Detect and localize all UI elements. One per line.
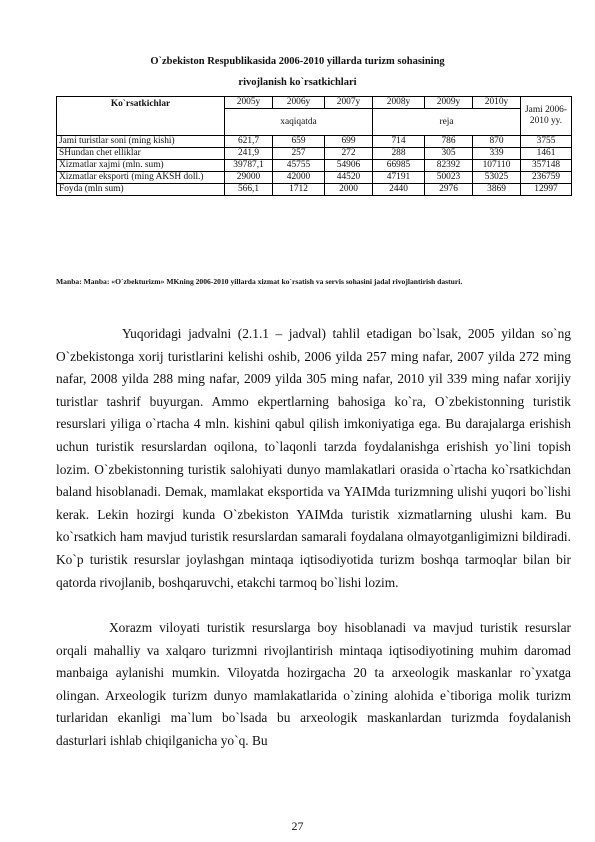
table-row — [57, 160, 572, 172]
year-header: 2008y — [373, 97, 425, 109]
table-cell: 272 — [325, 148, 373, 160]
body-paragraph: Yuqoridagi jadvalni (2.1.1 – jadval) tahlil etadigan bo`lsak, 2005 yildan so`ng O`zbekistonga xorij turistlarini kelishi oshib, 2006 yilda 257 ming nafar, 2007 yilda 272 ming nafar, 2008 yilda 288 ming nafar, 2009 yilda 305 ming nafar, 2010 yil 339 ming nafar xorijiy turistlar tashrif buyurgan. Ammo ekpertlarning bahosiga ko`ra, O`zbekistonning turistik resurslari yiliga o`rtacha 4 mln. kishini qabul qilish imkoniyatiga ega. Bu darajalarga erishish uchun turistik resurslardan oqilona, to`laqonli tarzda foydalanishga erishish yo`lini topish lozim. O`zbekistonning turistik salohiyati dunyo mamlakatlari orasida o`rtacha ko`rsatkichdan baland hisoblanadi. Demak, mamlakat eksportida va YAIMda turizmning ulishi yuqori bo`lishi kerak. Lekin hozirgi kunda O`zbekiston YAIMda turistik xizmatlarning ulushi kam. Bu ko`rsatkich ham mavjud turistik resurslardan samarali foydalana olmayotganligimizni bildiradi. Ko`p turistik resurslar joylashgan mintaqa iqtisodiyotida turizm boshqa tarmoqlar bilan bir qatorda rivojlanib, boshqaruvchi, etakchi tarmoq bo`lishi lozim. — [56, 326, 571, 590]
table-cell: 82392 — [425, 160, 473, 172]
table-cell: 66985 — [373, 160, 425, 172]
body-paragraph: Xorazm viloyati turistik resurslarga boy hisoblanadi va mavjud turistik resurslar orqali mahalliy va xalqaro turizmni rivojlantirish mintaqa iqtisodiyotining muhim daromad manbaiga aylanishi mumkin. Viloyatda hozirgacha 20 ta arxeologik maskanlar ro`yxatga olingan. Arxeologik turizm dunyo mamlakatlarida o`zining alohida e`tiboriga molik turizm turlaridan ekanligi ma`lum bo`lsada bu arxeologik maskanlardan turizmda foydalanish dasturlari ishlab chiqilganicha yo`q. Bu — [56, 620, 571, 748]
page-number: 27 — [291, 819, 304, 833]
table-cell: 42000 — [273, 172, 325, 184]
table-cell: 357148 — [521, 160, 572, 172]
table-cell: 236759 — [521, 172, 572, 184]
table-cell: 29000 — [225, 172, 273, 184]
year-header: 2009y — [425, 97, 473, 109]
table-cell: 870 — [473, 136, 521, 148]
table-cell: 1461 — [521, 148, 572, 160]
table-cell: 50023 — [425, 172, 473, 184]
table-row — [57, 136, 572, 148]
table-header-row — [57, 97, 572, 109]
table-cell: 659 — [273, 136, 325, 148]
table-cell: 305 — [425, 148, 473, 160]
table-cell: 699 — [325, 136, 373, 148]
row-label: Foyda (mln sum) — [57, 184, 225, 196]
table-cell: 786 — [425, 136, 473, 148]
table-cell: 2000 — [325, 184, 373, 196]
table-cell: 288 — [373, 148, 425, 160]
indicator-header: Ko`rsatkichlar — [57, 97, 225, 136]
row-label: Xizmatlar eksporti (ming AKSH doll.) — [57, 172, 225, 184]
row-label: Xizmatlar xajmi (mln. sum) — [57, 160, 225, 172]
table-cell: 257 — [273, 148, 325, 160]
table-cell: 241,9 — [225, 148, 273, 160]
table-cell: 39787,1 — [225, 160, 273, 172]
table-cell: 3755 — [521, 136, 572, 148]
table-row — [57, 148, 572, 160]
actual-subheader: xaqiqatda — [225, 109, 373, 136]
plan-subheader: reja — [373, 109, 521, 136]
table-cell: 53025 — [473, 172, 521, 184]
table-row — [57, 172, 572, 184]
table-cell: 47191 — [373, 172, 425, 184]
table-cell: 45755 — [273, 160, 325, 172]
table-cell: 339 — [473, 148, 521, 160]
table-cell: 621,7 — [225, 136, 273, 148]
table-cell: 2440 — [373, 184, 425, 196]
table-cell: 54906 — [325, 160, 373, 172]
year-header: 2007y — [325, 97, 373, 109]
table-cell: 12997 — [521, 184, 572, 196]
table-cell: 714 — [373, 136, 425, 148]
table-title-line-1: O`zbekiston Respublikasida 2006-2010 yillarda turizm sohasining — [150, 56, 445, 67]
table-cell: 566,1 — [225, 184, 273, 196]
table-cell: 2976 — [425, 184, 473, 196]
table-cell: 107110 — [473, 160, 521, 172]
table-cell: 1712 — [273, 184, 325, 196]
table-source-note: Manba: Manba: «O`zbekturizm» MKning 2006-2010 yillarda xizmat ko`rsatish va servis sohasini jadal rivojlantirish dasturi. — [56, 277, 463, 286]
row-label: Jami turistlar soni (ming kishi) — [57, 136, 225, 148]
year-header: 2006y — [273, 97, 325, 109]
row-label: SHundan chet elliklar — [57, 148, 225, 160]
tourism-indicators-table — [56, 96, 572, 196]
total-header: Jami 2006-2010 yy. — [521, 97, 572, 136]
table-title-line-2: rivojlanish ko`rsatkichlari — [238, 77, 357, 88]
table-row — [57, 184, 572, 196]
year-header: 2005y — [225, 97, 273, 109]
table-cell: 44520 — [325, 172, 373, 184]
year-header: 2010y — [473, 97, 521, 109]
table-cell: 3869 — [473, 184, 521, 196]
